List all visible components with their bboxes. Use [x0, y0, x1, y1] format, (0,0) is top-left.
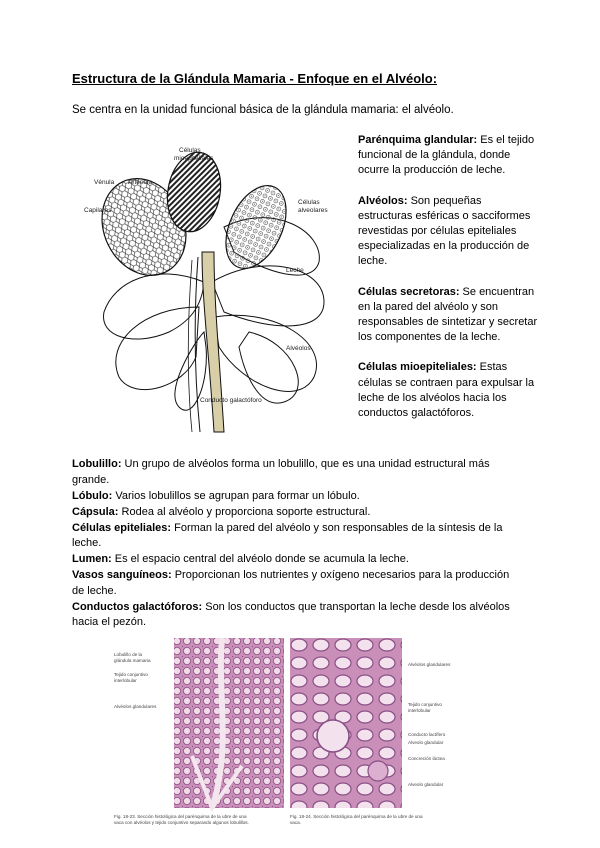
micrograph-right-svg — [288, 636, 462, 832]
micro-left-label-4: interlobular — [114, 678, 137, 683]
para-alveolos — [358, 194, 538, 270]
def-lobulillo — [72, 457, 522, 488]
label-alveolos: Alvéolos — [286, 345, 311, 352]
text-alveolos: Son pequeñas estructuras esféricas o sacciformes revestidas por células epiteliales especializadas en la producción de leche. — [358, 194, 531, 268]
intro-text: Se centra en la unidad funcional básica de la glándula mamaria: el alvéolo. — [72, 104, 454, 116]
micro-left-label-5: Alvéolos glandulares — [114, 704, 157, 709]
micro-left-caption-1: Fig. 18-23. Sección histológica del parénquima de la ubre de una — [114, 814, 247, 819]
vein-line — [195, 257, 200, 432]
micro-right-caption-1: Fig. 18-24. Sección histológica del parénquima de la ubre de una — [290, 814, 423, 819]
label-celulas-alveolares-2: alveolares — [298, 207, 328, 214]
para-parenquima — [358, 133, 538, 179]
para-celulas-mioepiteliales — [358, 360, 538, 421]
def-capsula — [72, 505, 522, 521]
micro-right-label-4: Conducto lactífero — [408, 732, 446, 737]
term-lumen: Lumen: — [72, 553, 112, 565]
artery-line — [188, 260, 192, 432]
para-celulas-secretoras — [358, 285, 538, 346]
right-column — [358, 133, 538, 436]
micrograph-left — [112, 636, 284, 832]
alveolo-diagram — [74, 132, 350, 444]
micrograph-figure — [112, 636, 462, 832]
micro-left-label-3: Tejido conjuntivo — [114, 672, 148, 677]
term-parenquima: Parénquima glandular: — [358, 134, 478, 146]
micro-right-caption-2: vaca. — [290, 820, 301, 825]
label-celulas-mioepiteliales-1: Células — [179, 147, 201, 154]
micro-right-label-6: Concreción láctea — [408, 756, 445, 761]
term-celulas-secretoras: Células secretoras: — [358, 285, 460, 298]
def-lumen — [72, 552, 522, 568]
lactiferous-duct — [317, 720, 349, 752]
def-conductos-galactoforos — [72, 600, 522, 631]
text-capsula: Rodea al alvéolo y proporciona soporte estructural. — [118, 505, 371, 518]
page-title: Estructura de la Glándula Mamaria - Enfoque en el Alvéolo: — [72, 71, 438, 86]
term-capsula: Cápsula: — [72, 505, 119, 518]
text-lobulillo: Un grupo de alvéolos forma un lobulillo, que es una unidad estructural más grande. — [72, 458, 490, 486]
text-celulas-epiteliales: Forman la pared del alvéolo y son responsables de la síntesis de la leche. — [72, 521, 503, 549]
term-celulas-mioepiteliales: Células mioepiteliales: — [358, 361, 477, 374]
text-celulas-secretoras: Se encuentran en la pared del alvéolo y son responsables de sintetizar y secretar los componentes de la leche. — [358, 285, 538, 344]
term-vasos-sanguineos: Vasos sanguíneos: — [72, 569, 172, 581]
label-venula: Vénula — [94, 179, 115, 186]
text-parenquima: Es el tejido funcional de la glándula, donde ocurre la producción de leche. — [358, 134, 535, 177]
text-conductos-galactoforos: Son los conductos que transportan la leche desde los alvéolos hacia el pezón. — [72, 600, 510, 628]
label-celulas-mioepiteliales-2: mioepiteliales — [174, 155, 214, 162]
term-lobulo: Lóbulo: — [72, 489, 113, 502]
def-lobulo — [72, 489, 522, 505]
micro-right-label-7: Alveolo glandular — [408, 782, 444, 787]
term-lobulillo: Lobulillo: — [72, 458, 122, 470]
label-arteriola: Arteriola — [128, 179, 153, 186]
micrograph-left-svg — [112, 636, 284, 832]
term-conductos-galactoforos: Conductos galactóforos: — [72, 600, 203, 613]
label-leche: Leche — [286, 267, 304, 274]
def-celulas-epiteliales — [72, 521, 522, 552]
micro-left-label-1: Lobulillo de la — [114, 652, 143, 657]
label-celulas-alveolares-1: Células — [298, 199, 320, 206]
micro-left-label-2: glándula mamaria — [114, 658, 151, 663]
label-conducto-galactoforo: Conducto galactóforo — [200, 397, 262, 404]
text-vasos-sanguineos: Proporcionan los nutrientes y oxígeno necesarios para la producción de leche. — [72, 569, 510, 597]
text-lobulo: Varios lobulillos se agrupan para formar un lóbulo. — [112, 489, 360, 502]
def-vasos-sanguineos — [72, 568, 522, 599]
term-alveolos: Alvéolos: — [358, 194, 408, 207]
milk-concretion — [368, 761, 388, 781]
micro-right-label-3: interlobular — [408, 708, 431, 713]
micro-right-label-5: Alveolo glandular — [408, 740, 444, 745]
definitions-list — [72, 457, 522, 631]
term-celulas-epiteliales: Células epiteliales: — [72, 521, 172, 534]
alveolo-diagram-svg — [74, 132, 350, 444]
micrograph-right — [288, 636, 462, 832]
micro-right-label-2: Tejido conjuntivo — [408, 702, 442, 707]
cell-alveolus — [214, 176, 298, 278]
label-capilares: Capilares — [84, 207, 112, 214]
micro-left-caption-2: vaca con alvéolos y tejido conjuntivo separando algunos lobulillos. — [114, 820, 249, 825]
text-celulas-mioepiteliales: Estas células se contraen para expulsar la leche de los alvéolos hacia los conductos galactóforos. — [358, 361, 535, 420]
text-lumen: Es el espacio central del alvéolo donde se acumula la leche. — [111, 553, 409, 565]
micro-right-label-1: Alvéolos glandulares — [408, 662, 451, 667]
tissue-right — [290, 638, 402, 808]
